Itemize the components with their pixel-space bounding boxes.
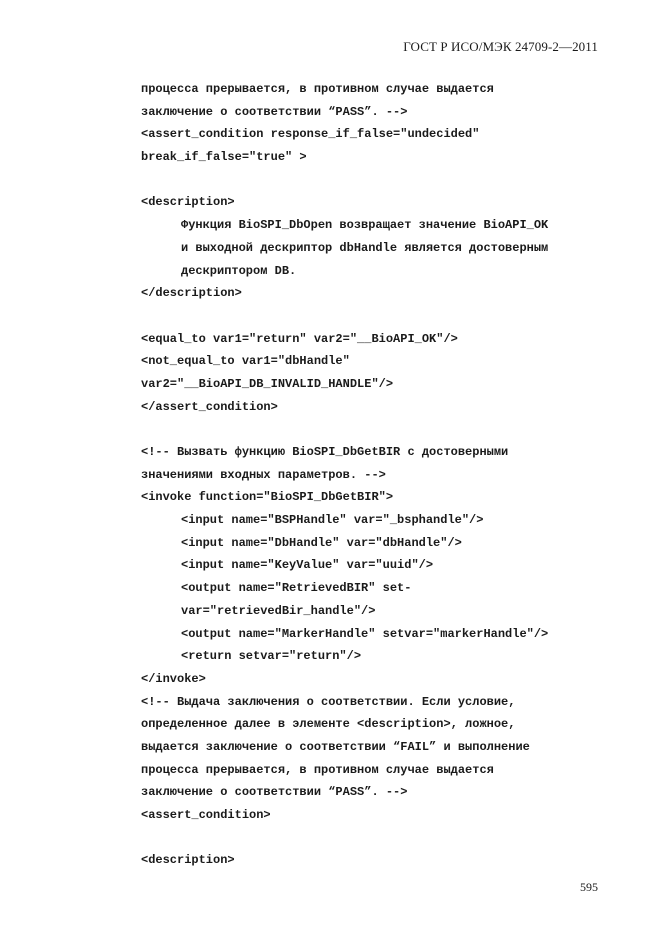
code-line: дескриптором DB. <box>181 263 297 278</box>
blank-line <box>141 827 611 850</box>
page-number: 595 <box>580 880 598 894</box>
code-line: и выходной дескриптор dbHandle является достоверным <box>181 240 549 255</box>
code-listing <box>141 78 611 872</box>
code-line: процесса прерывается, в противном случае выдается <box>141 82 494 96</box>
code-line: </invoke> <box>141 671 206 686</box>
code-line: <!-- Выдача заключения о соответствии. Если условие, <box>141 694 516 709</box>
code-line: <input name="DbHandle" var="dbHandle"/> <box>181 535 462 550</box>
code-line: break_if_false="true" > <box>141 150 307 165</box>
code-line: <return setvar="return"/> <box>181 649 362 664</box>
code-line: </assert_condition> <box>141 399 278 414</box>
blank-line <box>141 169 611 192</box>
document-header: ГОСТ Р ИСО/МЭК 24709-2—2011 <box>403 39 598 54</box>
code-line: <invoke function="BioSPI_DbGetBIR"> <box>141 490 394 505</box>
code-line: процесса прерывается, в противном случае выдается <box>141 762 494 777</box>
code-line: <not_equal_to var1="dbHandle" <box>141 354 350 369</box>
code-line: <output name="RetrievedBIR" set- <box>181 581 412 596</box>
code-line: <output name="MarkerHandle" setvar="markerHandle"/> <box>181 626 549 641</box>
blank-line <box>141 418 611 441</box>
code-line: <assert_condition response_if_false="undecided" <box>141 127 480 142</box>
code-line: var2="__BioAPI_DB_INVALID_HANDLE"/> <box>141 376 394 391</box>
code-line: заключение о соответствии “PASS”. --> <box>141 785 408 800</box>
code-line: выдается заключение о соответствии “FAIL” и выполнение <box>141 739 530 754</box>
code-line: <input name="KeyValue" var="uuid"/> <box>181 558 434 573</box>
blank-line <box>141 305 611 328</box>
code-line: заключение о соответствии “PASS”. --> <box>141 104 408 119</box>
code-line: значениями входных параметров. --> <box>141 467 386 482</box>
code-line: Функция BioSPI_DbOpen возвращает значение BioAPI_OK <box>181 218 549 233</box>
code-line: <assert_condition> <box>141 808 271 822</box>
code-line: <!-- Вызвать функцию BioSPI_DbGetBIR с достоверными <box>141 445 509 459</box>
code-line: </description> <box>141 286 242 301</box>
code-line: <input name="BSPHandle" var="_bsphandle"/> <box>181 513 484 528</box>
code-line: <description> <box>141 195 235 210</box>
code-line: <equal_to var1="return" var2="__BioAPI_OK"/> <box>141 331 458 346</box>
code-line: var="retrievedBir_handle"/> <box>181 603 376 618</box>
code-line: <description> <box>141 853 235 868</box>
code-line: определенное далее в элементе <description>, ложное, <box>141 717 516 732</box>
